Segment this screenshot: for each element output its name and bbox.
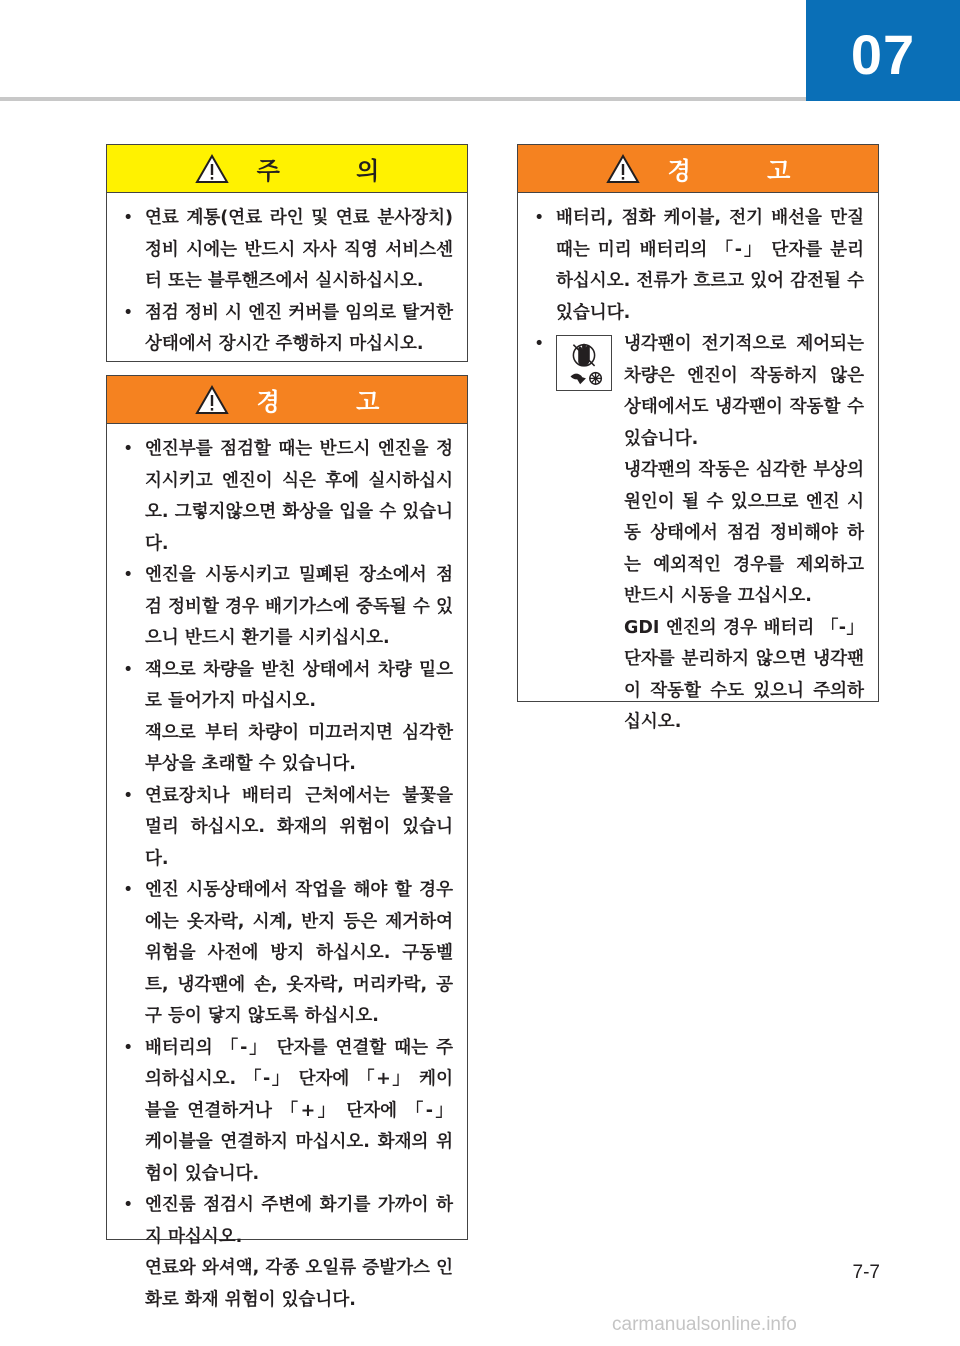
fan-text-3: GDI 엔진의 경우 배터리 「-」 단자를 분리하지 않으면 냉각팬이 작동할 수도 있으니 주의하십시오. [624, 617, 864, 732]
fan-warning [556, 329, 864, 739]
fan-text-2: 냉각팬의 작동은 심각한 부상의 원인이 될 수 있으므로 엔진 시동 상태에서 점검 정비해야 하는 예외적인 경우를 제외하고 반드시 시동을 끄십시오. [624, 460, 864, 606]
warning-header [518, 145, 878, 193]
item-text: • 잭으로 차량을 받친 상태에서 차량 밑으로 들어가지 마십시오. [145, 659, 453, 711]
list-item [145, 1190, 453, 1316]
hand-fan-warning-icon [556, 335, 612, 391]
item-text: • 엔진부를 점검할 때는 반드시 엔진을 정지시키고 엔진이 식은 후에 실시하십시오. 그렇지않으면 화상을 입을 수 있습니다. [145, 439, 453, 554]
page-number: 7-7 [852, 1262, 880, 1283]
warning-box-right [517, 144, 879, 732]
list-item [145, 434, 453, 560]
warning-list [518, 193, 878, 745]
warning-list [107, 424, 467, 1322]
warning-title: 경 고 [256, 388, 414, 416]
warning-triangle-icon [195, 385, 229, 415]
warning-box-left [106, 375, 468, 1310]
warning-header [107, 376, 467, 424]
header-rule [0, 97, 806, 101]
list-item [145, 560, 453, 655]
warning-title: 경 고 [667, 157, 825, 185]
list-item [145, 875, 453, 1033]
caution-list [107, 193, 467, 367]
list-item [145, 781, 453, 876]
fan-text-1: • 냉각팬이 전기적으로 제어되는 차량은 엔진이 작동하지 않은 상태에서도 냉각팬이 작동할 수 있습니다. [624, 334, 864, 449]
warning-triangle-icon [606, 154, 640, 184]
item-text: • 엔진룸 점검시 주변에 화기를 가까이 하지 마십시오. [145, 1195, 453, 1247]
warning-triangle-icon [195, 154, 229, 184]
watermark: carmanualsonline.info [612, 1314, 797, 1335]
item-text: • 엔진 시동상태에서 작업을 해야 할 경우에는 옷자락, 시계, 반지 등은 제거하여 위험을 사전에 방지 하십시오. 구동벨트, 냉각팬에 손, 옷자락, 머리카락, 공구 등이 닿지 않도록 하십시오. [145, 880, 453, 1026]
item-text: • 연료장치나 배터리 근처에서는 불꽃을 멀리 하십시오. 화재의 위험이 있습니다. [145, 785, 453, 869]
list-item: • 연료 계통(연료 라인 및 연료 분사장치) 정비 시에는 반드시 자사 직영 서비스센터 또는 블루핸즈에서 실시하십시오. [145, 203, 453, 298]
list-item [145, 655, 453, 781]
item-text: • 엔진을 시동시키고 밀폐된 장소에서 점검 정비할 경우 배기가스에 중독될 수 있으니 반드시 환기를 시키십시오. [145, 565, 453, 648]
item-subtext: 연료와 와셔액, 각종 오일류 증발가스 인화로 화재 위험이 있습니다. [145, 1258, 453, 1310]
caution-title: 주 의 [256, 157, 414, 185]
caution-box [106, 144, 468, 362]
list-item [145, 1033, 453, 1191]
chapter-tab: 07 [806, 0, 960, 101]
fan-warning-text [624, 329, 864, 739]
item-text: • 배터리의 「-」 단자를 연결할 때는 주의하십시오. 「-」 단자에 「+」 케이블을 연결하거나 「+」 단자에 「-」 케이블을 연결하지 마십시오. 화재의 위험이 있습니다. [145, 1037, 453, 1184]
list-item: • 점검 정비 시 엔진 커버를 임의로 탈거한 상태에서 장시간 주행하지 마십시오. [145, 298, 453, 361]
list-item: • 배터리, 점화 케이블, 전기 배선을 만질 때는 미리 배터리의 「-」 단자를 분리하십시오. 전류가 흐르고 있어 감전될 수 있습니다. [556, 203, 864, 329]
list-item [556, 329, 864, 739]
item-subtext: 잭으로 부터 차량이 미끄러지면 심각한 부상을 초래할 수 있습니다. [145, 722, 453, 774]
caution-header [107, 145, 467, 193]
